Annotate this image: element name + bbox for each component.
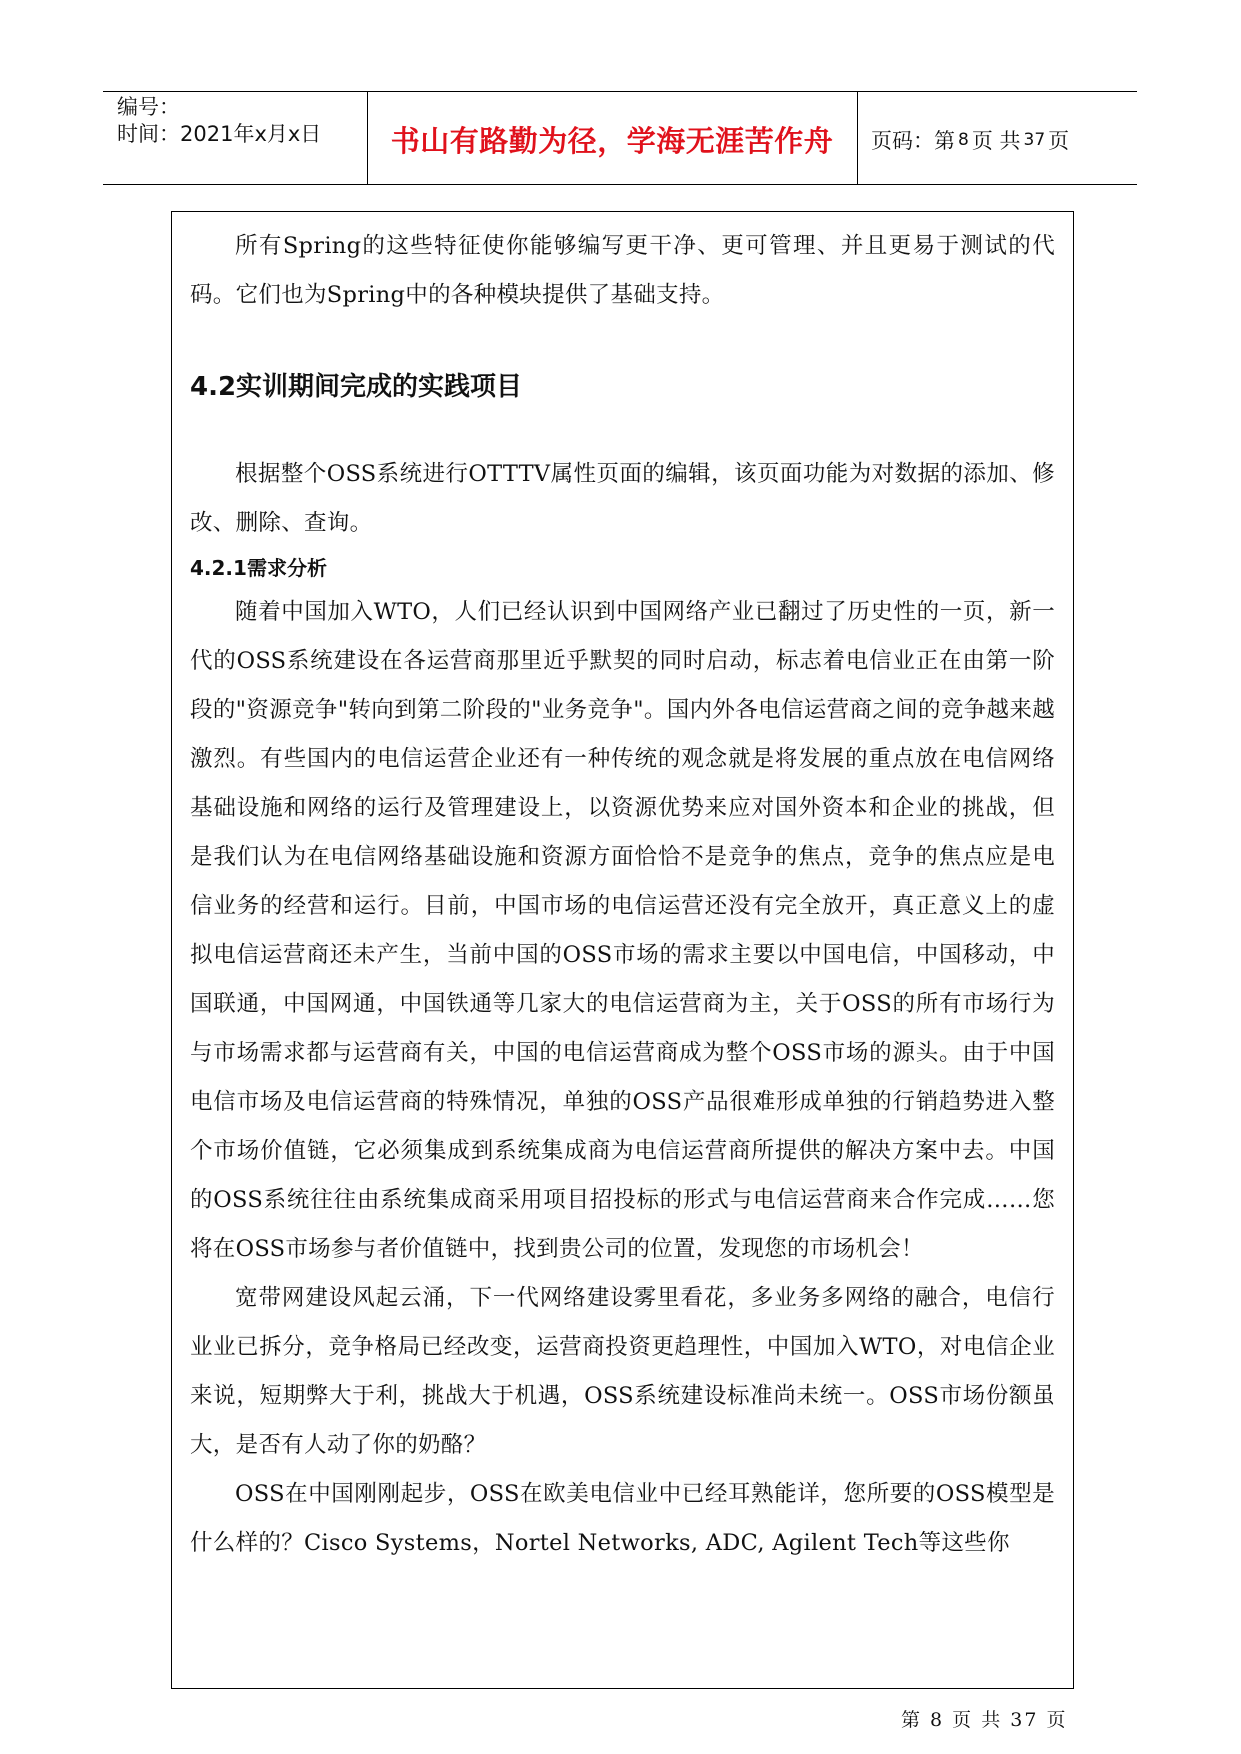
page-mid: 页 共 (971, 128, 1021, 153)
paragraph: 宽带网建设风起云涌，下一代网络建设雾里看花，多业务多网络的融合，电信行业业已拆分，竞争格局已经改变，运营商投资更趋理性，中国加入WTO，对电信企业来说，短期弊大于利，挑战大于机遇，OSS系统建设标准尚未统一。OSS市场份额虽大，是否有人动了你的奶酪？ (190, 1285, 1055, 1458)
page-header (103, 91, 1137, 185)
document-body (190, 222, 1055, 1568)
paragraph: 随着中国加入WTO，人们已经认识到中国网络产业已翻过了历史性的一页，新一代的OSS系统建设在各运营商那里近乎默契的同时启动，标志着电信业正在由第一阶段的"资源竞争"转向到第二阶段的"业务竞争"。国内外各电信运营商之间的竞争越来越激烈。有些国内的电信运营企业还有一种传统的观念就是将发展的重点放在电信网络基础设施和网络的运行及管理建设上，以资源优势来应对国外资本和企业的挑战，但是我们认为在电信网络基础设施和资源方面恰恰不是竞争的焦点，竞争的焦点应是电信业务的经营和运行。目前，中国市场的电信运营还没有完全放开，真正意义上的虚拟电信运营商还未产生，当前中国的OSS市场的需求主要以中国电信，中国移动，中国联通，中国网通，中国铁通等几家大的电信运营商为主，关于OSS的所有市场行为与市场需求都与运营商有关，中国的电信运营商成为整个OSS市场的源头。由于中国电信市场及电信运营商的特殊情况，单独的OSS产品很难形成单独的行销趋势进入整个市场价值链，它必须集成到系统集成商为电信运营商所提供的解决方案中去。中国的OSS系统往往由系统集成商采用项目招投标的形式与电信运营商来合作完成……您将在OSS市场参与者价值链中，找到贵公司的位置，发现您的市场机会！ (190, 599, 1055, 1262)
content-frame (171, 211, 1074, 1689)
header-divider (857, 92, 858, 184)
paragraph: 根据整个OSS系统进行OTTTV属性页面的编辑，该页面功能为对数据的添加、修改、删除、查询。 (190, 461, 1055, 536)
page-current: 8 (958, 129, 969, 150)
header-meta (117, 94, 321, 148)
header-page-number (871, 92, 1069, 184)
section-heading: 4.2实训期间完成的实践项目 (190, 372, 523, 402)
paragraph: OSS在中国刚刚起步，OSS在欧美电信业中已经耳熟能详，您所要的OSS模型是什么样的？Cisco Systems，Nortel Networks, ADC, Agilent Tech等这些你 (190, 1481, 1055, 1556)
document-number-label: 编号： (117, 95, 180, 119)
page-suffix: 页 (1048, 128, 1070, 153)
subsection-heading: 4.2.1需求分析 (190, 556, 327, 580)
page-footer: 第 8 页 共 37 页 (901, 1709, 1068, 1731)
header-motto: 书山有路勤为径，学海无涯苦作舟 (390, 123, 834, 158)
page-total: 37 (1023, 129, 1046, 150)
page-prefix: 页码：第 (871, 128, 955, 153)
document-time: 时间：2021年x月x日 (117, 122, 322, 146)
paragraph: 所有Spring的这些特征使你能够编写更干净、更可管理、并且更易于测试的代码。它们也为Spring中的各种模块提供了基础支持。 (190, 233, 1055, 308)
